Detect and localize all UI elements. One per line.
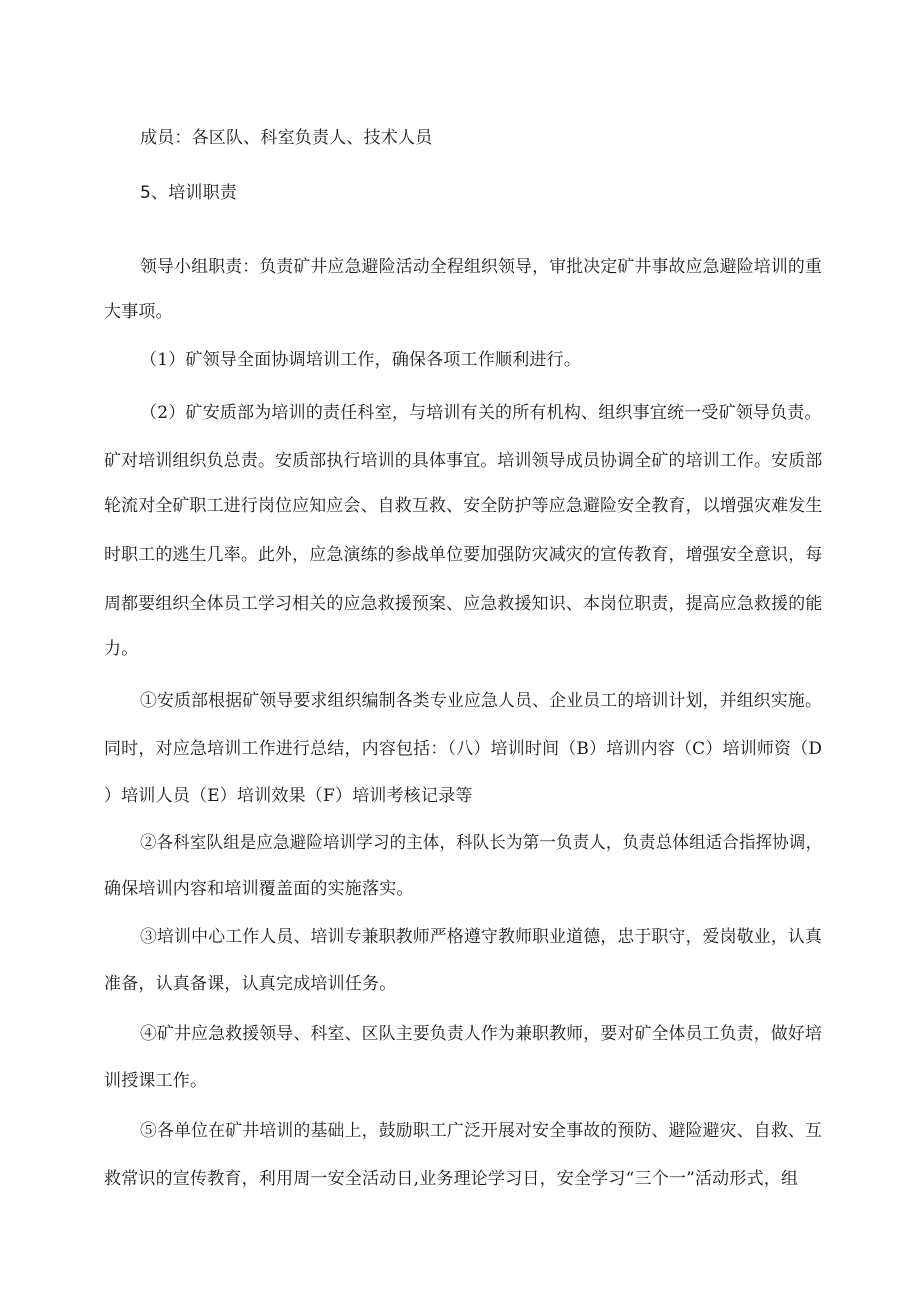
point-2-line: 确保培训内容和培训覆盖面的实施落实。	[104, 879, 414, 899]
item-2-line: 力。	[104, 639, 139, 659]
point-1-line: ①安质部根据矿领导要求组织编制各类专业应急人员、企业员工的培训计划，并组织实施。	[140, 691, 823, 711]
point-3-line: ③培训中心工作人员、培训专兼职教师严格遵守教师职业道德，忠于职守，爱岗敬业，认真	[140, 927, 823, 947]
item-2-line: 时职工的逃生几率。此外，应急演练的参战单位要加强防灾减灾的宣传教育，增强安全意识，每	[104, 545, 823, 565]
point-5-line: ⑤各单位在矿井培训的基础上，鼓励职工广泛开展对安全事故的预防、避险避灾、自救、互	[140, 1121, 823, 1141]
point-1-line: ）培训人员（E）培训效果（F）培训考核记录等	[104, 786, 473, 806]
point-4-line: 训授课工作。	[104, 1071, 208, 1091]
members-line: 成员：各区队、科室负责人、技术人员	[140, 128, 433, 148]
item-2-line: （2）矿安质部为培训的责任科室，与培训有关的所有机构、组织事宜统一受矿领导负责。	[140, 403, 822, 423]
paragraph-line: 领导小组职责：负责矿井应急避险活动全程组织领导，审批决定矿井事故应急避险培训的重	[140, 257, 823, 277]
point-5-line: 救常识的宣传教育，利用周一安全活动日,业务理论学习日，安全学习“三个一”活动形式，组	[104, 1169, 799, 1189]
point-3-line: 准备，认真备课，认真完成培训任务。	[104, 974, 397, 994]
item-2-line: 轮流对全矿职工进行岗位应知应会、自救互救、安全防护等应急避险安全教育，以增强灾难发生	[104, 496, 823, 516]
item-2-line: 周都要组织全体员工学习相关的应急救援预案、应急救援知识、本岗位职责，提高应急救援的能	[104, 594, 823, 614]
section-heading: 5、培训职责	[140, 183, 238, 203]
point-2-line: ②各科室队组是应急避险培训学习的主体，科队长为第一负责人，负责总体组适合指挥协调，	[140, 833, 823, 853]
paragraph-line: 大事项。	[104, 302, 173, 322]
point-1-line: 同时，对应急培训工作进行总结，内容包括：（八）培训时间（B）培训内容（C）培训师资（D	[104, 739, 823, 759]
item-1-line: （1）矿领导全面协调培训工作，确保各项工作顺利进行。	[140, 350, 582, 370]
item-2-line: 矿对培训组织负总责。安质部执行培训的具体事宜。培训领导成员协调全矿的培训工作。安质部	[104, 451, 823, 471]
point-4-line: ④矿井应急救援领导、科室、区队主要负责人作为兼职教师，要对矿全体员工负责，做好培	[140, 1024, 823, 1044]
